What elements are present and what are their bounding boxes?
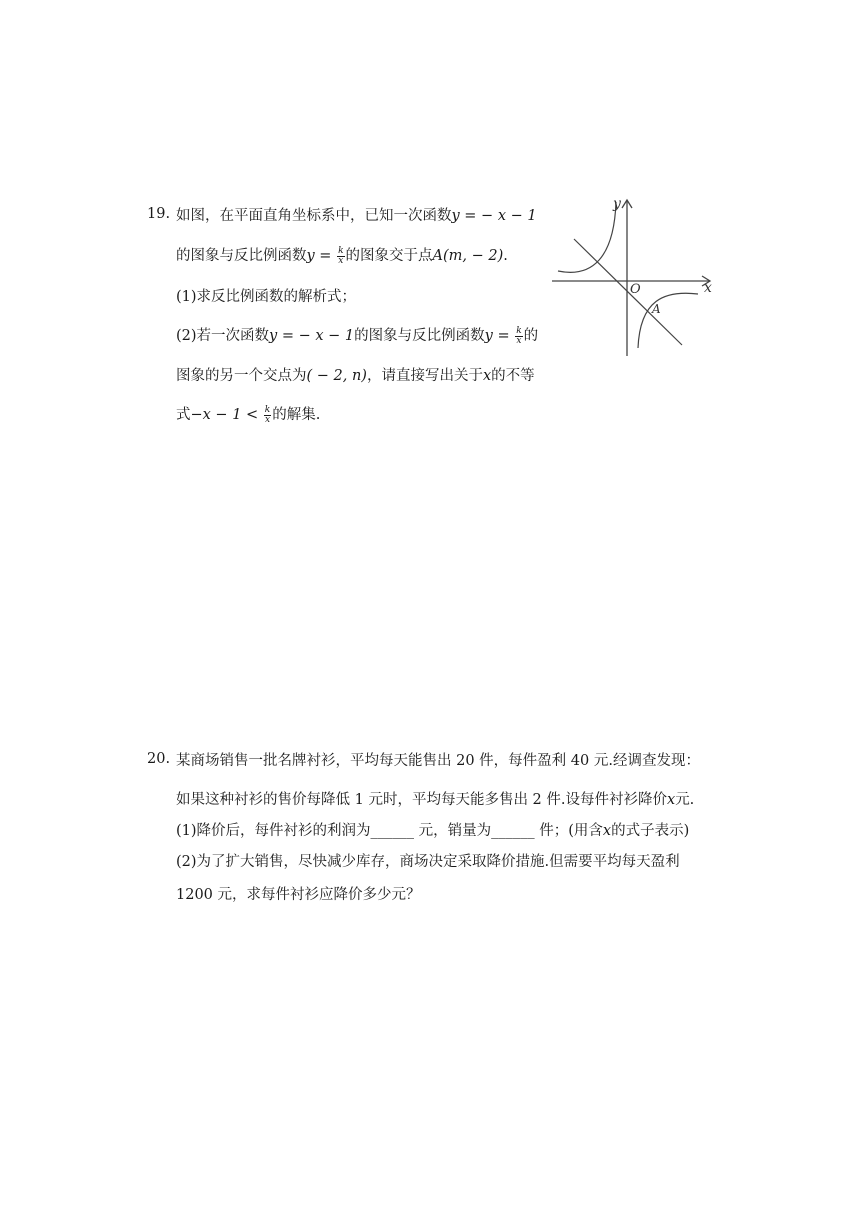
text: 元. <box>675 792 695 808</box>
denominator: x <box>516 335 522 346</box>
denominator: x <box>264 414 271 425</box>
fraction-k-over-x <box>337 247 344 266</box>
math: y = <box>484 328 510 344</box>
label-origin: O <box>630 282 641 297</box>
q19-line-4 <box>176 326 538 346</box>
q19-line-5 <box>176 366 535 386</box>
question-number: 20. <box>147 751 171 767</box>
question-number: 19. <box>147 206 171 222</box>
math: A(m, − 2) <box>432 248 504 264</box>
text: 的解集. <box>272 407 321 423</box>
label-y: y <box>613 196 621 212</box>
math: x <box>602 823 612 839</box>
numerator: k <box>338 245 344 256</box>
text: 如图，在平面直角坐标系中，已知一次函数 <box>176 208 452 224</box>
q19-part-1: (1)求反比例函数的解析式； <box>176 289 357 305</box>
math: y = − x − 1 <box>269 328 355 344</box>
math: x <box>667 792 676 808</box>
math: y = − x − 1 <box>451 208 537 224</box>
q20-part-2: (2)为了扩大销售，尽快减少库存，商场决定采取降价措施.但需要平均每天盈利 <box>176 854 680 870</box>
text: (2)若一次函数 <box>176 328 270 344</box>
text: 如果这种衬衫的售价每降低 1 元时，平均每天能多售出 2 件.设每件衬衫降价 <box>176 792 667 808</box>
denominator: x <box>338 255 344 266</box>
text: 的 <box>523 328 539 344</box>
q19-line-2 <box>176 246 508 266</box>
q20-line-2 <box>176 790 694 810</box>
text: 的不等 <box>491 368 535 384</box>
math: −x − 1 < <box>190 407 259 423</box>
math: ( − 2, n) <box>306 368 367 384</box>
text: (1)降价后，每件衬衫的利润为______ 元，销量为______ 件；(用含 <box>176 823 603 839</box>
q19-line-6 <box>176 405 320 425</box>
text: 图象的另一个交点为 <box>176 368 307 384</box>
math: x <box>482 368 492 384</box>
function-graph-figure <box>552 192 720 358</box>
text: 的图象与反比例函数 <box>176 248 307 264</box>
text: . <box>503 248 508 264</box>
text: 式 <box>176 407 191 423</box>
text: 的式子表示) <box>611 823 690 839</box>
fraction-k-over-x <box>264 406 271 425</box>
q20-part-1 <box>176 821 689 841</box>
fraction-k-over-x <box>515 327 522 346</box>
label-point-a: A <box>652 302 661 316</box>
hyperbola-branch-upper-left <box>558 202 616 272</box>
text: 的图象与反比例函数 <box>354 328 485 344</box>
numerator: k <box>264 404 271 415</box>
label-x: x <box>704 280 712 296</box>
math: y = <box>306 248 332 264</box>
q19-line-1 <box>176 206 537 226</box>
q20-line-5: 1200 元，求每件衬衫应降价多少元？ <box>176 887 421 903</box>
text: 的图象交于点 <box>345 248 433 264</box>
numerator: k <box>516 325 522 336</box>
text: ，请直接写出关于 <box>366 368 483 384</box>
linear-function-line <box>574 239 682 345</box>
q20-line-1: 某商场销售一批名牌衬衫，平均每天能售出 20 件，每件盈利 40 元.经调查发现： <box>176 753 700 769</box>
hyperbola-branch-lower-right <box>638 293 698 348</box>
